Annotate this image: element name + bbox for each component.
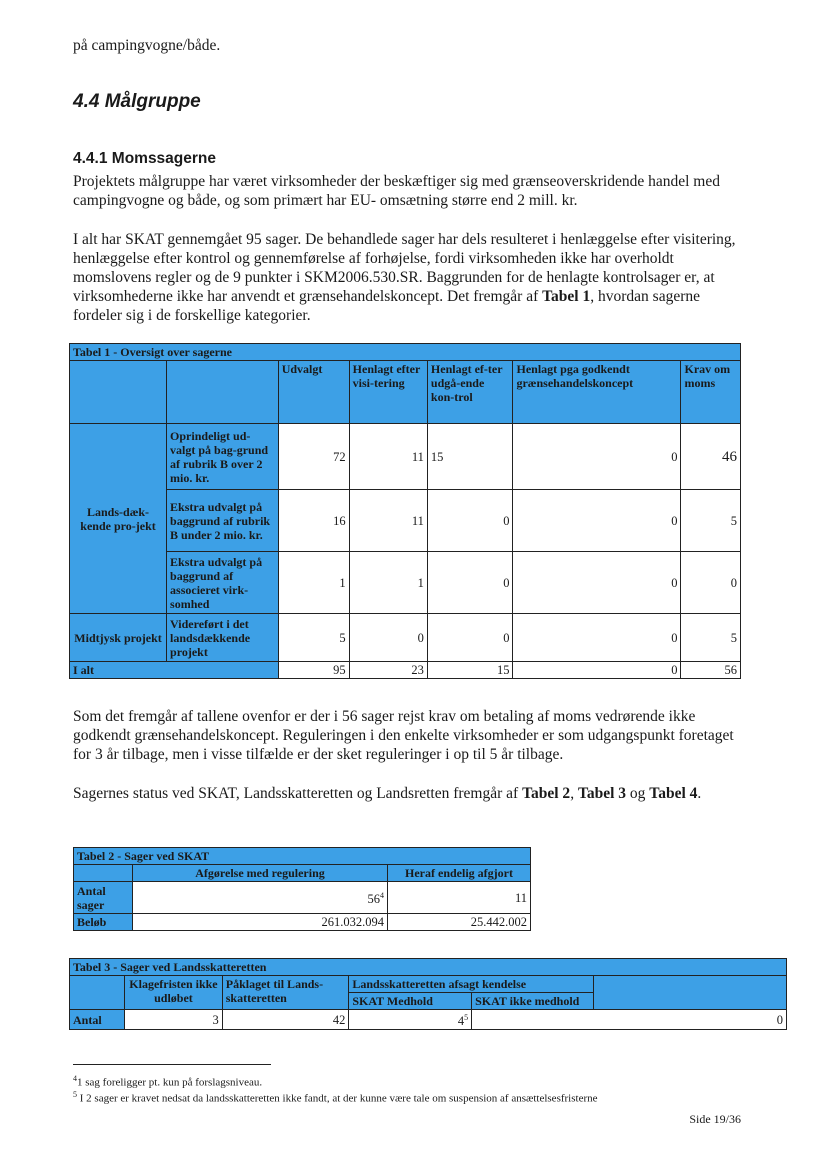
footnote-rule <box>73 1064 271 1065</box>
column-header: Heraf endelig afgjort <box>388 865 531 882</box>
table-caption: Tabel 1 - Oversigt over sagerne <box>70 344 741 361</box>
table-cell: 0 <box>513 552 681 614</box>
paragraph-status <box>73 784 743 803</box>
table-cell: 1 <box>278 552 349 614</box>
subsection-heading: 4.4.1 Momssagerne <box>73 150 217 167</box>
cell-value: 4 <box>457 1014 465 1029</box>
row-label: Antal sager <box>74 882 133 914</box>
column-header: Landsskatteretten afsagt kendelse <box>349 976 594 993</box>
total-cell: 23 <box>349 662 427 679</box>
paragraph-claims: Som det fremgår af tallene ovenfor er der i 56 sager rejst krav om betaling af moms vedrørende ikke godkendt grænsehandelskoncept. Reguleringen i den enkelte virksomheder er som udgangspunkt foretaget for 3 år tilbage, men i visse tilfælde er der sket reguleringer i op til 5 år tilbage. <box>73 708 734 763</box>
cell-value: 56 <box>367 892 380 907</box>
table-cell: 5 <box>278 614 349 662</box>
table-cell: 11 <box>349 424 427 490</box>
paragraph-text: Sagernes status ved SKAT, Landsskatteretten og Landsretten fremgår af <box>73 785 523 802</box>
footnote-ref: 5 <box>464 1013 469 1022</box>
table-cell: 0 <box>427 552 513 614</box>
table-cell: 11 <box>349 490 427 552</box>
row-label: Beløb <box>74 914 133 931</box>
row-label: Antal <box>70 1010 125 1030</box>
row-label: Ekstra udvalgt på baggrund af rubrik B under 2 mio. kr. <box>167 490 279 552</box>
table-cell: 3 <box>125 1010 223 1030</box>
column-header: Klagefristen ikke udløbet <box>125 976 223 1010</box>
table-cell: 0 <box>513 614 681 662</box>
column-subheader: SKAT Medhold <box>349 993 472 1010</box>
table-cell: 11 <box>388 882 531 914</box>
paragraph-text: og <box>626 785 650 802</box>
total-label: I alt <box>70 662 279 679</box>
table-3-landsskatteretten <box>69 958 787 1030</box>
table-cell <box>133 882 388 914</box>
total-cell: 15 <box>427 662 513 679</box>
column-header: Afgørelse med regulering <box>133 865 388 882</box>
table-cell: 0 <box>427 490 513 552</box>
table-reference: Tabel 4 <box>649 785 698 802</box>
table-reference: Tabel 2 <box>522 785 571 802</box>
section-heading: 4.4 Målgruppe <box>73 91 201 112</box>
table-cell <box>349 1010 472 1030</box>
paragraph-text: I alt har SKAT gennemgået 95 sager. De behandlede sager har dels resulteret i henlæggelse efter visitering, henlæggelse efter kontrol og gennemførelse af forhøjelse, fordi virksomheden ikke har overholdt momslovens regler og de 9 punkter i SKM2006.530.SR. Baggrunden for de henlagte kontrolsager er, at virksomhederne ikke har anvendt et grænsehandelskoncept. Det fremgår af <box>73 231 736 305</box>
table-cell: 25.442.002 <box>388 914 531 931</box>
table-cell: 0 <box>513 424 681 490</box>
table-caption: Tabel 2 - Sager ved SKAT <box>74 848 531 865</box>
table-cell: 5 <box>681 490 741 552</box>
table-2-skat <box>73 847 531 931</box>
column-header: Påklaget til Lands-skatteretten <box>222 976 349 1010</box>
paragraph-cases-overview <box>73 230 743 325</box>
footnote-number: 4 <box>73 1074 77 1083</box>
table-caption: Tabel 3 - Sager ved Landsskatteretten <box>70 959 787 976</box>
table-cell: 0 <box>513 490 681 552</box>
footnote-ref: 4 <box>380 890 384 900</box>
table-reference: Tabel 3 <box>577 785 627 802</box>
total-cell: 56 <box>681 662 741 679</box>
column-header: Krav om moms <box>681 361 741 424</box>
table-cell: 1 <box>349 552 427 614</box>
paragraph-target-group: Projektets målgruppe har været virksomheder der beskæftiger sig med grænseoverskridende handel med campingvogne og både, og som primært har EU- omsætning større end 2 mill. kr. <box>73 173 720 209</box>
footnote-number: 5 <box>73 1090 77 1099</box>
total-cell: 95 <box>278 662 349 679</box>
footnote-text: I 2 sager er kravet nedsat da landsskatteretten ikke fandt, at der kunne være tale om suspension af ansættelsesfristerne <box>79 1092 598 1105</box>
table-cell: 0 <box>472 1010 787 1030</box>
column-header: Henlagt pga godkendt grænsehandelskoncept <box>513 361 681 424</box>
paragraph-text: . <box>697 785 702 802</box>
column-subheader: SKAT ikke medhold <box>472 993 594 1010</box>
row-group-label: Lands-dæk-kende pro-jekt <box>70 424 167 614</box>
table-cell: 72 <box>278 424 349 490</box>
footnote-text: 1 sag foreligger pt. kun på forslagsniveau. <box>77 1076 263 1089</box>
row-label: Videreført i det landsdækkende projekt <box>167 614 279 662</box>
row-label: Ekstra udvalgt på baggrund af associeret virk-somhed <box>167 552 279 614</box>
table-cell: 261.032.094 <box>133 914 388 931</box>
table-cell: 15 <box>427 424 513 490</box>
table-1-overview <box>69 343 741 679</box>
column-header: Henlagt efter visi-tering <box>349 361 427 424</box>
table-cell: 0 <box>349 614 427 662</box>
footnote-4 <box>73 1072 262 1090</box>
table-cell: 5 <box>681 614 741 662</box>
table-cell: 0 <box>681 552 741 614</box>
row-label: Oprindeligt ud-valgt på bag-grund af rubrik B over 2 mio. kr. <box>167 424 279 490</box>
table-cell: 16 <box>278 490 349 552</box>
column-header: Udvalgt <box>278 361 349 424</box>
continued-text: på campingvogne/både. <box>73 37 221 54</box>
paragraph-text: , <box>570 785 578 802</box>
total-cell: 0 <box>513 662 681 679</box>
table-cell: 0 <box>427 614 513 662</box>
paragraph-text: , hvordan sagerne fordeler sig i de forskellige kategorier. <box>73 288 700 324</box>
footnote-5 <box>73 1088 598 1106</box>
column-header: Henlagt ef-ter udgå-ende kon-trol <box>427 361 513 424</box>
table-cell: 42 <box>222 1010 349 1030</box>
table-cell: 46 <box>681 424 741 490</box>
table-reference: Tabel 1 <box>542 288 591 305</box>
page-number: Side 19/36 <box>689 1112 741 1126</box>
row-group-label: Midtjysk projekt <box>70 614 167 662</box>
